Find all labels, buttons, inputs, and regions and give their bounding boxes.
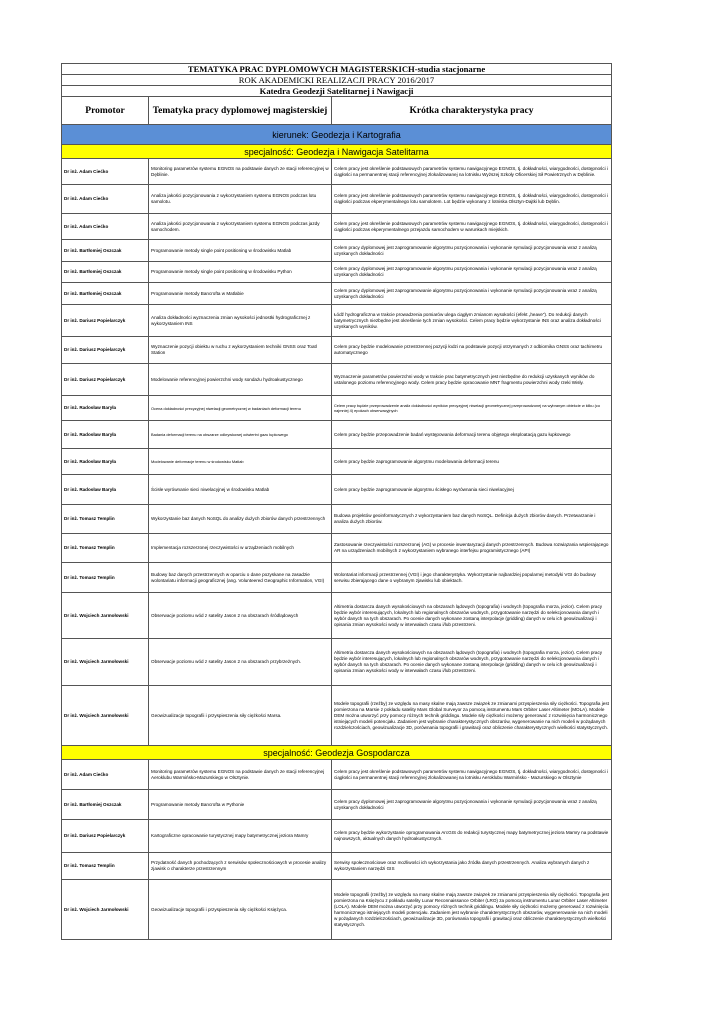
topic-cell: Badania deformacji terenu na obszarze odkrywkowej odwiertni gazu łupkowego bbox=[149, 421, 332, 449]
table-row bbox=[62, 760, 612, 790]
description-cell: Altimetria dostarcza danych wysokościowych na obszarach lądowych (topografia) i wodnych (topografia morza, jezior). Celem pracy będzie wybór interesujących, lokalnych lub regionalnych obszarów wodnych, przygotowanie narzędzi do selekcjonowania danych i wybór danych na tych obszarach. Po ocenie danych wykonane zostaną interpolacje (gridding) danych w celu ich geowizualizacji i opisania zmian wysokości wody w interwałach czasu i/lub przestrzeni. bbox=[332, 639, 612, 686]
promotor-cell: Dr inż. Tomasz Templin bbox=[62, 505, 149, 534]
promotor-cell: Dr inż. Bartłomiej Oszczak bbox=[62, 283, 149, 305]
column-header-row bbox=[62, 97, 612, 125]
promotor-cell: Dr inż. Tomasz Templin bbox=[62, 534, 149, 563]
promotor-cell: Dr inż. Bartłomiej Oszczak bbox=[62, 240, 149, 262]
topic-cell: Analiza jakości pozycjonowania z wykorzystaniem systemu EGNOS podczas jazdy samochodem. bbox=[149, 214, 332, 240]
promotor-cell: Dr inż. Wojciech Jarmołowski bbox=[62, 686, 149, 746]
topic-cell: Programowanie metody single point positioning w środowisku Matlab bbox=[149, 240, 332, 262]
promotor-cell: Dr inż. Tomasz Templin bbox=[62, 563, 149, 593]
topic-cell: Implementacja rozszerzonej rzeczywistości w urządzeniach mobilnych bbox=[149, 534, 332, 563]
table-row bbox=[62, 185, 612, 214]
topic-cell: Programowanie metody single point positioning w środowisku Python bbox=[149, 262, 332, 283]
table-row bbox=[62, 563, 612, 593]
description-cell: Wolontariat informacji przestrzennej (VGI) i jego charakterystyka. Wykorzystanie najbardziej popularnej metodyki VGI do budowy serwisu zbierającego dane o wybranym zjawisku lub obiektach. bbox=[332, 563, 612, 593]
table-row bbox=[62, 639, 612, 686]
table-row bbox=[62, 880, 612, 940]
description-cell: Zastosowanie rzeczywistości rozszerzonej (AG) w procesie inwentaryzacji danych przestrzennych. Budowa rozwiązania wspierającego AR na urządzeniach mobilnych z wykorzystaniem wybranego interfejsu programistycznego (API) bbox=[332, 534, 612, 563]
topic-cell: Wykorzystanie baz danych NoSQL do analizy dużych zbiorów danych przestrzennych bbox=[149, 505, 332, 534]
table-row bbox=[62, 159, 612, 185]
description-cell: Modele topografii (rzeźby) ze względu na masy skalne mają zawsze związek ze zmianami przyspieszenia siły ciężkości. Topografia jest pomierzona na Księżycu z pokładu satelity Lunar Reconnaissance Orbiter (LRO) za pomocą instrumentu Lunar Orbiter Laser Altimeter (LOLA). Modele DEM można utworzyć przy pomocy różnych technik griddingu. Modele siły ciężkości możemy generować z rozwinięcia harmonicznego istniejących modeli potencjału. Zadaniem jest wybranie charakterystycznych obszarów, wygenerowanie na nich modeli w pożądanych rozdzielczościach, geowizualizacje 3D, porównania topografii i grawitacji oraz obliczenie charakterystycznych wielkości statystycznych. bbox=[332, 880, 612, 940]
table-body bbox=[62, 64, 612, 940]
table-row bbox=[62, 449, 612, 475]
table-row bbox=[62, 283, 612, 305]
topic-cell: Obserwacje poziomu wód z satelity Jason 2 na obszarach przybrzeżnych. bbox=[149, 639, 332, 686]
description-cell: Celem pracy będzie modelowanie przestrzennej pozycji łodzi na podstawie pozycji otrzymanych z odbiornika GNSS oraz tachimetru automatycznego bbox=[332, 337, 612, 364]
table-row bbox=[62, 396, 612, 421]
topic-cell: Obserwacje poziomu wód z satelity Jason 2 na obszarach śródlądowych bbox=[149, 593, 332, 639]
table-row bbox=[62, 853, 612, 880]
promotor-cell: Dr inż. Adam Ciećko bbox=[62, 214, 149, 240]
promotor-cell: Dr inż. Bartłomiej Oszczak bbox=[62, 790, 149, 820]
table-row bbox=[62, 534, 612, 563]
thesis-topics-table bbox=[61, 63, 612, 940]
description-cell: Celem pracy jest określenie podstawowych parametrów systemu nawigacyjnego EGNOS, tj. dokładności, wiarygodności, dostępności i ciągłości na permanentnej stacji referencyjnej zlokalizowanej na lotnisku Aeroklubu Warmińsko - Mazurskiego w Olsztynie bbox=[332, 760, 612, 790]
promotor-cell: Dr inż. Wojciech Jarmołowski bbox=[62, 593, 149, 639]
table-row bbox=[62, 505, 612, 534]
topic-cell: Programowanie metody Bancrofta w Matlabie bbox=[149, 283, 332, 305]
description-cell: Modele topografii (rzeźby) ze względu na masy skalne mają zawsze związek ze zmianami przyspieszenia siły ciężkości. Topografia jest pomierzona na Marsie z pokładu satelity Mars Global Surveyor za pomocą instrumentu Mars Orbiter Laser Altimeter (MOLA). Modele DEM można utworzyć przy pomocy różnych technik griddingu. Modele siły ciężkości możemy generować z rozwinięcia harmonicznego istniejących modeli potencjału. Zadaniem jest wybranie charakterystycznych obszarów, wygenerowanie na nich modeli w pożądanych rozdzielczościach, geowizualizacje 3D, porównania topografii i grawitacji oraz obliczenie charakterystycznych wielkości statystycznych. bbox=[332, 686, 612, 746]
promotor-cell: Dr inż. Dariusz Popielarczyk bbox=[62, 364, 149, 396]
specjalnosc-label: specjalność: Geodezja i Nawigacja Satelitarna bbox=[62, 145, 612, 159]
document-title: TEMATYKA PRAC DYPLOMOWYCH MAGISTERSKICH-studia stacjonarne bbox=[62, 64, 612, 75]
topic-cell: Programowanie metody Bancrofta w Pythonie bbox=[149, 790, 332, 820]
topic-cell: Wyznaczenie pozycji obiektu w ruchu z wykorzystaniem techniki GNSS oraz Toatl Station bbox=[149, 337, 332, 364]
topic-cell: Monitoring parametrów systemu EGNOS na podstawie danych ze stacji referencyjnej w Dęblinie. bbox=[149, 159, 332, 185]
specjalnosc-label: specjalność: Geodezja Gospodarcza bbox=[62, 746, 612, 760]
description-cell: Budowa projektów geoinformatycznych z wykorzystaniem baz danych NoSQL. Definicja dużych zbiorów danych. Przetwarzanie i analiza dużych zbiorów. bbox=[332, 505, 612, 534]
description-cell: Celem pracy dyplomowej jest zaprogramowanie algorytmu pozycjonowania i wykonanie symulacji pozycjonowania wraz z analizą uzyskanych dokładności bbox=[332, 240, 612, 262]
description-cell: Serwisy społecznościowe oraz możliwości ich wykorzystania jako źródła danych przestrzennych. Analiza wybranych danych z wykorzystaniem narzędzi GIS bbox=[332, 853, 612, 880]
kierunek-label: kierunek: Geodezja i Kartografia bbox=[62, 125, 612, 145]
promotor-cell: Dr inż. Adam Ciećko bbox=[62, 185, 149, 214]
promotor-cell: Dr inż. Dariusz Popielarczyk bbox=[62, 337, 149, 364]
promotor-cell: Dr inż. Dariusz Popielarczyk bbox=[62, 305, 149, 337]
promotor-cell: Dr inż. Wojciech Jarmołowski bbox=[62, 880, 149, 940]
column-header-temat: Tematyka pracy dyplomowej magisterskiej bbox=[149, 97, 332, 125]
table-row bbox=[62, 364, 612, 396]
promotor-cell: Dr inż. Radosław Baryła bbox=[62, 449, 149, 475]
promotor-cell: Dr inż. Adam Ciećko bbox=[62, 760, 149, 790]
table-row bbox=[62, 337, 612, 364]
promotor-cell: Dr inż. Wojciech Jarmołowski bbox=[62, 639, 149, 686]
kierunek-row bbox=[62, 125, 612, 145]
academic-year: ROK AKADEMICKI REALIZACJI PRACY 2016/2017 bbox=[62, 75, 612, 86]
description-cell: Celem pracy będzie zaprogramowanie algorytmu ścisłego wyrównania sieci niwelacyjnej bbox=[332, 475, 612, 505]
topic-cell: Budowy baz danych przestrzennych w oparciu o dane pozyskane na zasadzie wolontariatu informacji geograficznej (ang. Volunteered Geographic Information, VGI) bbox=[149, 563, 332, 593]
column-header-opis: Krótka charakterystyka pracy bbox=[332, 97, 612, 125]
table-row bbox=[62, 421, 612, 449]
topic-cell: Analiza dokładności wyznaczenia zmian wysokości jednostki hydrograficznej z wykorzystaniem INS bbox=[149, 305, 332, 337]
table-row bbox=[62, 790, 612, 820]
topic-cell: Monitoring parametrów systemu EGNOS na podstawie danych ze stacji referencyjnej Aeroklubu Warmińsko-Mazurskiego w Olsztynie. bbox=[149, 760, 332, 790]
description-cell: Celem pracy będzie przepowadzenie badań występowania deformacji terenu objętego eksploatacją gazu łupkowego bbox=[332, 421, 612, 449]
department-name: Katedra Geodezji Satelitarnej i Nawigacji bbox=[62, 86, 612, 97]
table-row bbox=[62, 686, 612, 746]
description-cell: Celem pracy będzie wykorzystanie oprogramowania ArcGIS do redakcji turystycznej mapy batymetrycznej jeziora Mamry na podstawie najnowszych, aktualnych danych hydroakustycznych. bbox=[332, 820, 612, 853]
table-row bbox=[62, 305, 612, 337]
column-header-promotor: Promotor bbox=[62, 97, 149, 125]
topic-cell: Analiza jakości pozycjonowania z wykorzystaniem systemu EGNOS podczas lotu samolotu. bbox=[149, 185, 332, 214]
description-cell: Celem pracy dyplomowej jest zaprogramowanie algorytmu pozycjonowania i wykonanie symulacji pozycjonowania wraz z analizą uzyskanych dokładności bbox=[332, 262, 612, 283]
specjalnosc-row bbox=[62, 145, 612, 159]
table-row bbox=[62, 262, 612, 283]
description-cell: Altimetria dostarcza danych wysokościowych na obszarach lądowych (topografia) i wodnych (topografia morza, jezior). Celem pracy będzie wybór interesujących, lokalnych lub regionalnych obszarów wodnych, przygotowanie narzędzi do selekcjonowania danych i wybór danych na tych obszarach. Po ocenie danych wykonane zostaną interpolacje (gridding) danych w celu ich geowizualizacji i opisania zmian wysokości wody w interwałach czasu i/lub przestrzeni. bbox=[332, 593, 612, 639]
topic-cell: Ocena dokładności precyzyjnej niwelacji geometrycznej w badaniach deformacji terenu bbox=[149, 396, 332, 421]
description-cell: Łódź hydrograficzna w trakcie prowadzenia pomiarów ulega ciągłym zmianom wysokości (efekt „heave”). Do redukcji danych batymetrycznych niezbędne jest określenie tych zmian wysokości. Celem pracy będzie wykorzystanie INS oraz analiza dokładności uzyskanych wyników. bbox=[332, 305, 612, 337]
topic-cell: Geowizualizacje topografii i przyspieszenia siły ciężkości Księżyca. bbox=[149, 880, 332, 940]
description-cell: Wyznaczenie parametrów powierzchni wody w trakcie prac batymetrycznych jest niezbędne do redukcji uzyskanych wyników do ustalonego poziomu referencyjnego wody. Celem pracy będzie opracowanie MNT fragmentu powierzchni wody rzeki Wisły. bbox=[332, 364, 612, 396]
topic-cell: Modelowanie deformacje terenu w środowisku Matlab bbox=[149, 449, 332, 475]
description-cell: Celem pracy jest określenie podstawowych parametrów systemu nawigacyjnego EGNOS, tj. dokładności, wiarygodności, dostępności i ciągłości podczas ekperymentalnego lotu samolotem. Lot będzie wykonany z lotniska Olsztyn-Dajtki lub Dęblin. bbox=[332, 185, 612, 214]
promotor-cell: Dr inż. Adam Ciećko bbox=[62, 159, 149, 185]
table-row bbox=[62, 214, 612, 240]
topic-cell: Modelowanie referencyjnej powierzchni wody sondażu hydroakustycznego bbox=[149, 364, 332, 396]
promotor-cell: Dr inż. Radosław Baryła bbox=[62, 396, 149, 421]
table-row bbox=[62, 593, 612, 639]
description-cell: Celem pracy jest określenie podstawowych parametrów systemu nawigacyjnego EGNOS, tj. dokładności, wiarygodności, dostępności i ciągłości na permanentnej stacji referencyjnej zlokalizowanej na lotnisku Wyższej Szkoły Oficerskiej Sił Powietrznych w Dęblinie. bbox=[332, 159, 612, 185]
topic-cell: Geowizualizacje topografii i przyspieszenia siły ciężkości Marsa. bbox=[149, 686, 332, 746]
specjalnosc-row bbox=[62, 746, 612, 760]
description-cell: Celem pracy będzie przeprowadzenie analiz dokładności wyników precyzyjnej niwelacji geometrycznej przeprowadzonej na wybranym obiekcie w kilku (co najmniej 4) epokach obserwacyjnych bbox=[332, 396, 612, 421]
promotor-cell: Dr inż. Radosław Baryła bbox=[62, 475, 149, 505]
description-cell: Celem pracy dyplomowej jest zaprogramowanie algorytmu pozycjonowania i wykonanie symulacji pozycjonowania wraz z analizą uzyskanych dokładności bbox=[332, 790, 612, 820]
topic-cell: Przydatność danych pochodzących z serwisów społecznościowych w procesie analizy zjawisk o charakterze przestrzennym bbox=[149, 853, 332, 880]
promotor-cell: Dr inż. Dariusz Popielarczyk bbox=[62, 820, 149, 853]
topic-cell: Kartograficzne opracowanie turystycznej mapy batymetrycznej jeziora Mamry bbox=[149, 820, 332, 853]
description-cell: Celem pracy dyplomowej jest zaprogramowanie algorytmu pozycjonowania i wykonanie symulacji pozycjonowania wraz z analizą uzyskanych dokładności bbox=[332, 283, 612, 305]
description-cell: Celem pracy będzie zaprogramowanie algorytmu modelowania deformacji terenu bbox=[332, 449, 612, 475]
table-row bbox=[62, 820, 612, 853]
promotor-cell: Dr inż. Radosław Baryła bbox=[62, 421, 149, 449]
table-row bbox=[62, 475, 612, 505]
promotor-cell: Dr inż. Bartłomiej Oszczak bbox=[62, 262, 149, 283]
promotor-cell: Dr inż. Tomasz Templin bbox=[62, 853, 149, 880]
description-cell: Celem pracy jest określenie podstawowych parametrów systemu nawigacyjnego EGNOS, tj. dokładności, wiarygodności, dostępności i ciągłości podczas ekperymentalnego przejazdu samochodem w warunkach miejskich. bbox=[332, 214, 612, 240]
table-row bbox=[62, 240, 612, 262]
topic-cell: Ścisłe wyrównanie sieci niwelacyjnej w środowisku Matlab bbox=[149, 475, 332, 505]
